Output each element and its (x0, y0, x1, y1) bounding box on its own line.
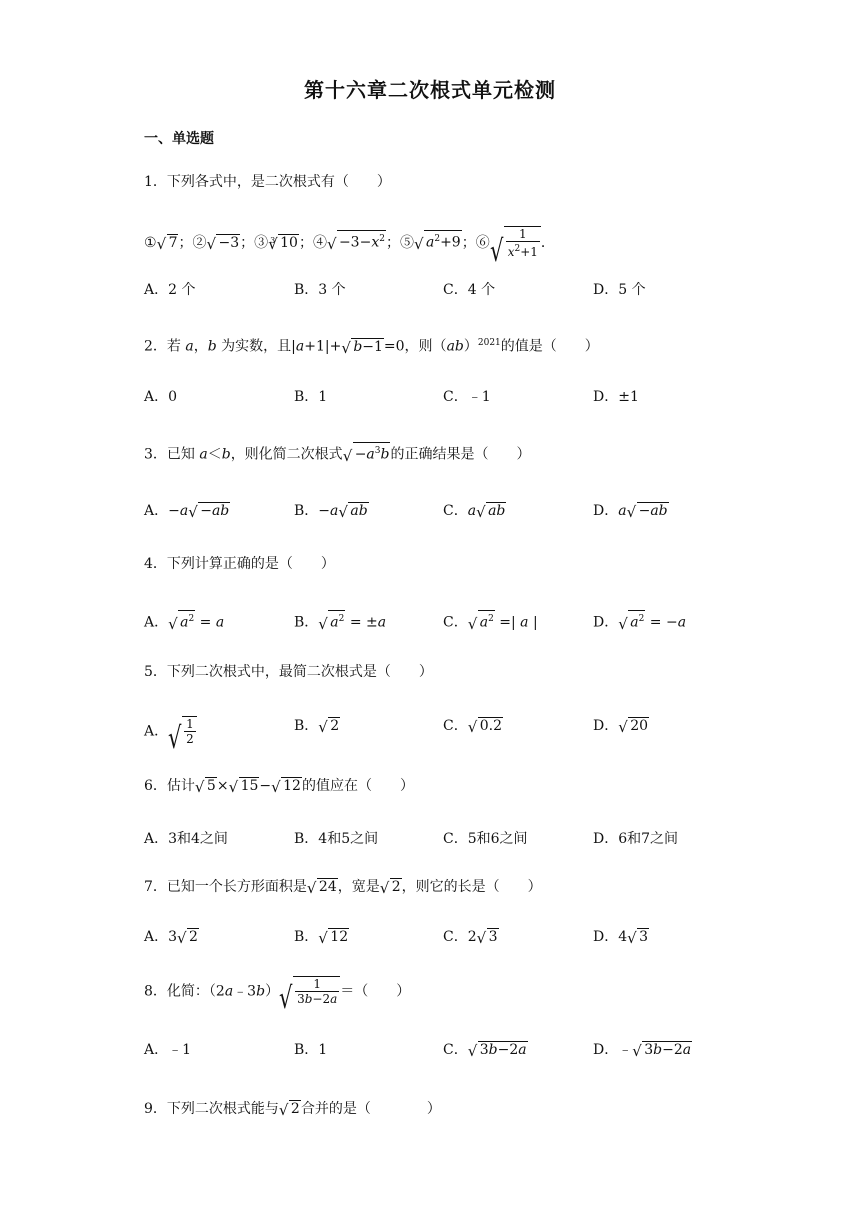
option-a[interactable]: A．0 (144, 389, 178, 405)
option-d[interactable]: D．4√ 3 (593, 927, 649, 947)
question-9-stem: 9．下列二次根式能与√ 2合并的是（ ） (144, 1099, 441, 1119)
option-d[interactable]: D．±1 (593, 389, 639, 405)
option-a[interactable]: A．2 个 (144, 282, 196, 298)
section-heading: 一、单选题 (144, 131, 214, 147)
question-3-stem: 3．已知 a＜b，则化简二次根式√ $-a^3b$的正确结果是（ ） (144, 442, 530, 465)
option-d[interactable]: D．√ $a^2 = -a$ (593, 610, 686, 633)
question-7-stem: 7．已知一个长方形面积是√ 24，宽是√ 2，则它的长是（ ） (144, 877, 542, 897)
option-a[interactable]: A．3和4之间 (144, 831, 228, 847)
option-b[interactable]: B．1 (294, 389, 328, 405)
option-d[interactable]: D．5 个 (593, 282, 646, 298)
option-c[interactable]: C．a√ ab (443, 501, 506, 521)
page-title: 第十六章二次根式单元检测 (304, 78, 556, 102)
question-5-stem: 5．下列二次根式中，最简二次根式是（ ） (144, 664, 433, 680)
question-6-stem: 6．估计√ 5×√ 15−√ 12的值应在（ ） (144, 776, 414, 796)
option-b[interactable]: B．√ 2 (294, 716, 340, 736)
option-d[interactable]: D．﹣√ 3b−2a (593, 1040, 692, 1060)
option-b[interactable]: B．1 (294, 1042, 328, 1058)
option-d[interactable]: D．√ 20 (593, 716, 649, 736)
option-a[interactable]: A．﹣1 (144, 1042, 192, 1058)
option-b[interactable]: B．3 个 (294, 282, 346, 298)
option-c[interactable]: C．√ 0.2 (443, 716, 503, 736)
option-c[interactable]: C．﹣1 (443, 389, 491, 405)
option-c[interactable]: C．4 个 (443, 282, 496, 298)
option-a[interactable]: A．3√ 2 (144, 927, 199, 947)
option-a[interactable]: A．√ $a^2 = a$ (144, 610, 224, 633)
option-d[interactable]: D．a√ −ab (593, 501, 669, 521)
option-a[interactable]: A．−a√ −ab (144, 501, 230, 521)
option-b[interactable]: B．√ 12 (294, 927, 349, 947)
question-1-stem: 1．下列各式中，是二次根式有（ ） (144, 174, 391, 190)
option-c[interactable]: C．√ 3b−2a (443, 1040, 528, 1060)
option-b[interactable]: B．−a√ ab (294, 501, 369, 521)
question-2-stem: 2．若 a，b 为实数，且|a+1|+√ b−1=0，则（ab）$^{2021}$的值是（ ） (144, 333, 599, 357)
option-a[interactable]: A． √ $\frac{1}{2}$ (144, 716, 197, 746)
option-d[interactable]: D．6和7之间 (593, 831, 679, 847)
question-4-stem: 4．下列计算正确的是（ ） (144, 556, 335, 572)
option-c[interactable]: C．√ $a^2$ =| a | (443, 610, 538, 633)
option-b[interactable]: B．4和5之间 (294, 831, 379, 847)
option-b[interactable]: B．√ $a^2 = \pm a$ (294, 610, 386, 633)
option-c[interactable]: C．2√ 3 (443, 927, 499, 947)
option-c[interactable]: C．5和6之间 (443, 831, 528, 847)
question-1-expression: ①√ 7；②√ −3；③ √ 3 10；④√ $-3-x^2$；⑤√ $a^2+9$；⑥ √ $\frac{1}{x^2+1}$ ． (144, 226, 555, 259)
question-8-stem: 8．化简：（2a﹣3b） √ $\frac{1}{3b-2a}$ ＝（ ） (144, 976, 410, 1006)
